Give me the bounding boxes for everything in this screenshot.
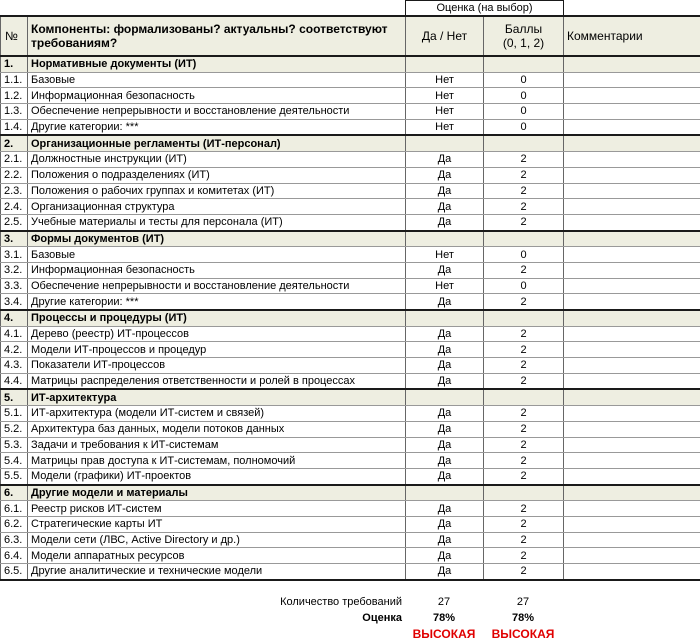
- section-number: 3.: [1, 231, 28, 247]
- item-comment-cell[interactable]: [564, 564, 700, 580]
- item-row: [1, 548, 700, 564]
- item-label: Информационная безопасность: [28, 88, 406, 104]
- item-yes-no-cell[interactable]: Нет: [406, 278, 484, 294]
- score-points: 78%: [511, 611, 535, 624]
- band-spacer-components: [28, 1, 406, 17]
- section-number: 5.: [1, 389, 28, 405]
- item-row: [1, 501, 700, 517]
- item-points-cell[interactable]: 0: [484, 247, 564, 263]
- item-number: 2.4.: [1, 199, 28, 215]
- item-points-cell[interactable]: 2: [484, 453, 564, 469]
- item-points-cell[interactable]: 2: [484, 326, 564, 342]
- score-yes-no: 78%: [432, 611, 456, 624]
- item-number: 6.2.: [1, 516, 28, 532]
- section-number: 2.: [1, 135, 28, 151]
- item-row: [1, 532, 700, 548]
- band-spacer-num: [1, 1, 28, 17]
- item-row: [1, 119, 700, 135]
- item-number: 6.3.: [1, 532, 28, 548]
- item-points-cell[interactable]: 2: [484, 373, 564, 389]
- item-comment-cell[interactable]: [564, 406, 700, 422]
- item-number: 6.5.: [1, 564, 28, 580]
- item-label: Реестр рисков ИТ-систем: [28, 501, 406, 517]
- section-title: ИТ-архитектура: [28, 389, 406, 405]
- summary-block: [0, 594, 700, 642]
- item-yes-no-cell[interactable]: Да: [406, 468, 484, 484]
- item-number: 1.4.: [1, 119, 28, 135]
- score-label: Оценка: [362, 611, 402, 624]
- item-label: Модели ИТ-процессов и процедур: [28, 342, 406, 358]
- col-header-points: [484, 16, 564, 56]
- item-points-cell[interactable]: 0: [484, 278, 564, 294]
- section-yes-no-cell: [406, 231, 484, 247]
- item-comment-cell[interactable]: [564, 72, 700, 88]
- section-comment-cell: [564, 310, 700, 326]
- item-comment-cell[interactable]: [564, 326, 700, 342]
- item-row: [1, 199, 700, 215]
- item-yes-no-cell[interactable]: Да: [406, 373, 484, 389]
- col-header-components: Компоненты: формализованы? актуальны? соответствуют требованиям?: [28, 16, 406, 56]
- item-yes-no-cell[interactable]: Да: [406, 532, 484, 548]
- rating-points: ВЫСОКАЯ: [491, 626, 555, 641]
- item-points-cell[interactable]: 2: [484, 421, 564, 437]
- item-row: [1, 342, 700, 358]
- item-label: Модели аппаратных ресурсов: [28, 548, 406, 564]
- section-number: 6.: [1, 485, 28, 501]
- section-title: Формы документов (ИТ): [28, 231, 406, 247]
- item-number: 2.5.: [1, 214, 28, 230]
- section-yes-no-cell: [406, 389, 484, 405]
- item-points-cell[interactable]: 0: [484, 72, 564, 88]
- item-number: 2.1.: [1, 152, 28, 168]
- col-header-yes-no: Да / Нет: [406, 16, 484, 56]
- section-title: Процессы и процедуры (ИТ): [28, 310, 406, 326]
- item-row: [1, 167, 700, 183]
- col-header-number: №: [1, 16, 28, 56]
- item-label: Матрицы прав доступа к ИТ-системам, полномочий: [28, 453, 406, 469]
- item-yes-no-cell[interactable]: Да: [406, 262, 484, 278]
- item-row: [1, 406, 700, 422]
- item-comment-cell[interactable]: [564, 199, 700, 215]
- item-label: Другие категории: ***: [28, 294, 406, 310]
- item-comment-cell[interactable]: [564, 119, 700, 135]
- item-yes-no-cell[interactable]: Нет: [406, 88, 484, 104]
- item-yes-no-cell[interactable]: Да: [406, 152, 484, 168]
- item-comment-cell[interactable]: [564, 453, 700, 469]
- item-yes-no-cell[interactable]: Нет: [406, 247, 484, 263]
- item-comment-cell[interactable]: [564, 437, 700, 453]
- item-number: 5.4.: [1, 453, 28, 469]
- item-comment-cell[interactable]: [564, 104, 700, 120]
- item-number: 4.3.: [1, 358, 28, 374]
- item-yes-no-cell[interactable]: Да: [406, 358, 484, 374]
- section-number: 4.: [1, 310, 28, 326]
- item-points-cell[interactable]: 2: [484, 294, 564, 310]
- item-yes-no-cell[interactable]: Да: [406, 167, 484, 183]
- item-label: Задачи и требования к ИТ-системам: [28, 437, 406, 453]
- item-comment-cell[interactable]: [564, 247, 700, 263]
- item-comment-cell[interactable]: [564, 167, 700, 183]
- section-row: [1, 389, 700, 405]
- item-label: Базовые: [28, 247, 406, 263]
- item-points-cell[interactable]: 0: [484, 104, 564, 120]
- item-row: [1, 183, 700, 199]
- item-yes-no-cell[interactable]: Да: [406, 406, 484, 422]
- section-points-cell: [484, 231, 564, 247]
- item-label: Учебные материалы и тесты для персонала (ИТ): [28, 214, 406, 230]
- item-comment-cell[interactable]: [564, 373, 700, 389]
- item-comment-cell[interactable]: [564, 342, 700, 358]
- item-label: Должностные инструкции (ИТ): [28, 152, 406, 168]
- item-label: Базовые: [28, 72, 406, 88]
- item-yes-no-cell[interactable]: Да: [406, 564, 484, 580]
- item-number: 6.1.: [1, 501, 28, 517]
- item-points-cell[interactable]: 2: [484, 564, 564, 580]
- item-row: [1, 278, 700, 294]
- item-row: [1, 373, 700, 389]
- item-row: [1, 358, 700, 374]
- item-label: Модели сети (ЛВС, Active Directory и др.): [28, 532, 406, 548]
- item-comment-cell[interactable]: [564, 501, 700, 517]
- section-points-cell: [484, 389, 564, 405]
- item-yes-no-cell[interactable]: Да: [406, 199, 484, 215]
- item-row: [1, 326, 700, 342]
- item-label: Матрицы распределения ответственности и ролей в процессах: [28, 373, 406, 389]
- item-points-cell[interactable]: 2: [484, 516, 564, 532]
- section-comment-cell: [564, 485, 700, 501]
- item-label: Информационная безопасность: [28, 262, 406, 278]
- section-points-cell: [484, 310, 564, 326]
- item-points-cell[interactable]: 2: [484, 406, 564, 422]
- item-points-cell[interactable]: 2: [484, 437, 564, 453]
- col-header-comments: Комментарии: [564, 16, 700, 56]
- item-comment-cell[interactable]: [564, 278, 700, 294]
- item-label: Обеспечение непрерывности и восстановление деятельности: [28, 278, 406, 294]
- section-comment-cell: [564, 389, 700, 405]
- requirements-count-yes-no: 27: [437, 595, 451, 608]
- item-row: [1, 564, 700, 580]
- section-points-cell: [484, 135, 564, 151]
- item-points-cell[interactable]: 2: [484, 214, 564, 230]
- section-row: [1, 310, 700, 326]
- item-row: [1, 437, 700, 453]
- assessment-group-header: Оценка (на выбор): [406, 1, 564, 17]
- item-row: [1, 88, 700, 104]
- item-yes-no-cell[interactable]: Да: [406, 326, 484, 342]
- item-yes-no-cell[interactable]: Нет: [406, 104, 484, 120]
- item-row: [1, 294, 700, 310]
- item-yes-no-cell[interactable]: Да: [406, 501, 484, 517]
- item-comment-cell[interactable]: [564, 183, 700, 199]
- item-label: Показатели ИТ-процессов: [28, 358, 406, 374]
- section-number: 1.: [1, 56, 28, 72]
- item-number: 1.2.: [1, 88, 28, 104]
- points-header-line2: (0, 1, 2): [502, 36, 545, 50]
- item-comment-cell[interactable]: [564, 532, 700, 548]
- item-number: 3.1.: [1, 247, 28, 263]
- section-points-cell: [484, 56, 564, 72]
- item-label: Архитектура баз данных, модели потоков данных: [28, 421, 406, 437]
- item-yes-no-cell[interactable]: Да: [406, 548, 484, 564]
- section-comment-cell: [564, 135, 700, 151]
- item-comment-cell[interactable]: [564, 548, 700, 564]
- section-title: Другие модели и материалы: [28, 485, 406, 501]
- item-label: Обеспечение непрерывности и восстановление деятельности: [28, 104, 406, 120]
- item-row: [1, 247, 700, 263]
- item-row: [1, 152, 700, 168]
- rating-spacer: [0, 626, 405, 642]
- item-label: Стратегические карты ИТ: [28, 516, 406, 532]
- section-row: [1, 485, 700, 501]
- item-label: Положения о подразделениях (ИТ): [28, 167, 406, 183]
- section-yes-no-cell: [406, 135, 484, 151]
- item-row: [1, 104, 700, 120]
- item-points-cell[interactable]: 2: [484, 152, 564, 168]
- item-label: Дерево (реестр) ИТ-процессов: [28, 326, 406, 342]
- item-comment-cell[interactable]: [564, 516, 700, 532]
- item-yes-no-cell[interactable]: Да: [406, 437, 484, 453]
- section-title: Нормативные документы (ИТ): [28, 56, 406, 72]
- item-number: 3.3.: [1, 278, 28, 294]
- section-row: [1, 135, 700, 151]
- item-points-cell[interactable]: 2: [484, 468, 564, 484]
- section-comment-cell: [564, 231, 700, 247]
- item-row: [1, 214, 700, 230]
- item-number: 3.2.: [1, 262, 28, 278]
- item-number: 4.1.: [1, 326, 28, 342]
- item-comment-cell[interactable]: [564, 152, 700, 168]
- table-header-row: [1, 16, 700, 56]
- rating-yes-no: ВЫСОКАЯ: [412, 626, 476, 641]
- band-spacer-comments: [564, 1, 700, 17]
- item-label: Модели (графики) ИТ-проектов: [28, 468, 406, 484]
- item-number: 5.3.: [1, 437, 28, 453]
- item-row: [1, 468, 700, 484]
- item-label: Другие аналитические и технические модели: [28, 564, 406, 580]
- item-row: [1, 72, 700, 88]
- section-yes-no-cell: [406, 56, 484, 72]
- item-yes-no-cell[interactable]: Да: [406, 214, 484, 230]
- item-row: [1, 453, 700, 469]
- item-number: 3.4.: [1, 294, 28, 310]
- item-label: Организационная структура: [28, 199, 406, 215]
- item-comment-cell[interactable]: [564, 294, 700, 310]
- section-yes-no-cell: [406, 310, 484, 326]
- item-number: 2.3.: [1, 183, 28, 199]
- section-row: [1, 56, 700, 72]
- requirements-count-points: 27: [516, 595, 530, 608]
- section-title: Организационные регламенты (ИТ-персонал): [28, 135, 406, 151]
- item-comment-cell[interactable]: [564, 214, 700, 230]
- item-row: [1, 421, 700, 437]
- item-yes-no-cell[interactable]: Да: [406, 183, 484, 199]
- item-number: 5.5.: [1, 468, 28, 484]
- item-row: [1, 516, 700, 532]
- item-number: 4.2.: [1, 342, 28, 358]
- item-comment-cell[interactable]: [564, 421, 700, 437]
- item-yes-no-cell[interactable]: Нет: [406, 119, 484, 135]
- section-comment-cell: [564, 56, 700, 72]
- item-comment-cell[interactable]: [564, 262, 700, 278]
- item-number: 1.1.: [1, 72, 28, 88]
- item-number: 6.4.: [1, 548, 28, 564]
- item-points-cell[interactable]: 2: [484, 183, 564, 199]
- item-number: 1.3.: [1, 104, 28, 120]
- item-label: ИТ-архитектура (модели ИТ-систем и связей): [28, 406, 406, 422]
- item-points-cell[interactable]: 2: [484, 548, 564, 564]
- item-number: 4.4.: [1, 373, 28, 389]
- item-points-cell[interactable]: 0: [484, 88, 564, 104]
- rating-row: [0, 626, 700, 642]
- score-row: [0, 610, 700, 626]
- item-points-cell[interactable]: 2: [484, 262, 564, 278]
- item-comment-cell[interactable]: [564, 358, 700, 374]
- item-points-cell[interactable]: 2: [484, 199, 564, 215]
- item-yes-no-cell[interactable]: Да: [406, 516, 484, 532]
- item-yes-no-cell[interactable]: Да: [406, 294, 484, 310]
- section-yes-no-cell: [406, 485, 484, 501]
- item-points-cell[interactable]: 2: [484, 501, 564, 517]
- item-number: 5.2.: [1, 421, 28, 437]
- item-points-cell[interactable]: 2: [484, 342, 564, 358]
- item-points-cell[interactable]: 2: [484, 167, 564, 183]
- item-points-cell[interactable]: 2: [484, 358, 564, 374]
- item-yes-no-cell[interactable]: Да: [406, 453, 484, 469]
- item-row: [1, 262, 700, 278]
- item-label: Положения о рабочих группах и комитетах (ИТ): [28, 183, 406, 199]
- item-points-cell[interactable]: 2: [484, 532, 564, 548]
- item-points-cell[interactable]: 0: [484, 119, 564, 135]
- requirements-count-label: Количество требований: [280, 595, 402, 608]
- item-number: 5.1.: [1, 406, 28, 422]
- item-yes-no-cell[interactable]: Да: [406, 342, 484, 358]
- item-yes-no-cell[interactable]: Нет: [406, 72, 484, 88]
- item-comment-cell[interactable]: [564, 468, 700, 484]
- item-label: Другие категории: ***: [28, 119, 406, 135]
- section-row: [1, 231, 700, 247]
- points-header-line1: Баллы: [504, 22, 543, 36]
- item-comment-cell[interactable]: [564, 88, 700, 104]
- assessment-group-band: [1, 1, 700, 17]
- section-points-cell: [484, 485, 564, 501]
- item-yes-no-cell[interactable]: Да: [406, 421, 484, 437]
- requirements-count-row: [0, 594, 700, 610]
- item-number: 2.2.: [1, 167, 28, 183]
